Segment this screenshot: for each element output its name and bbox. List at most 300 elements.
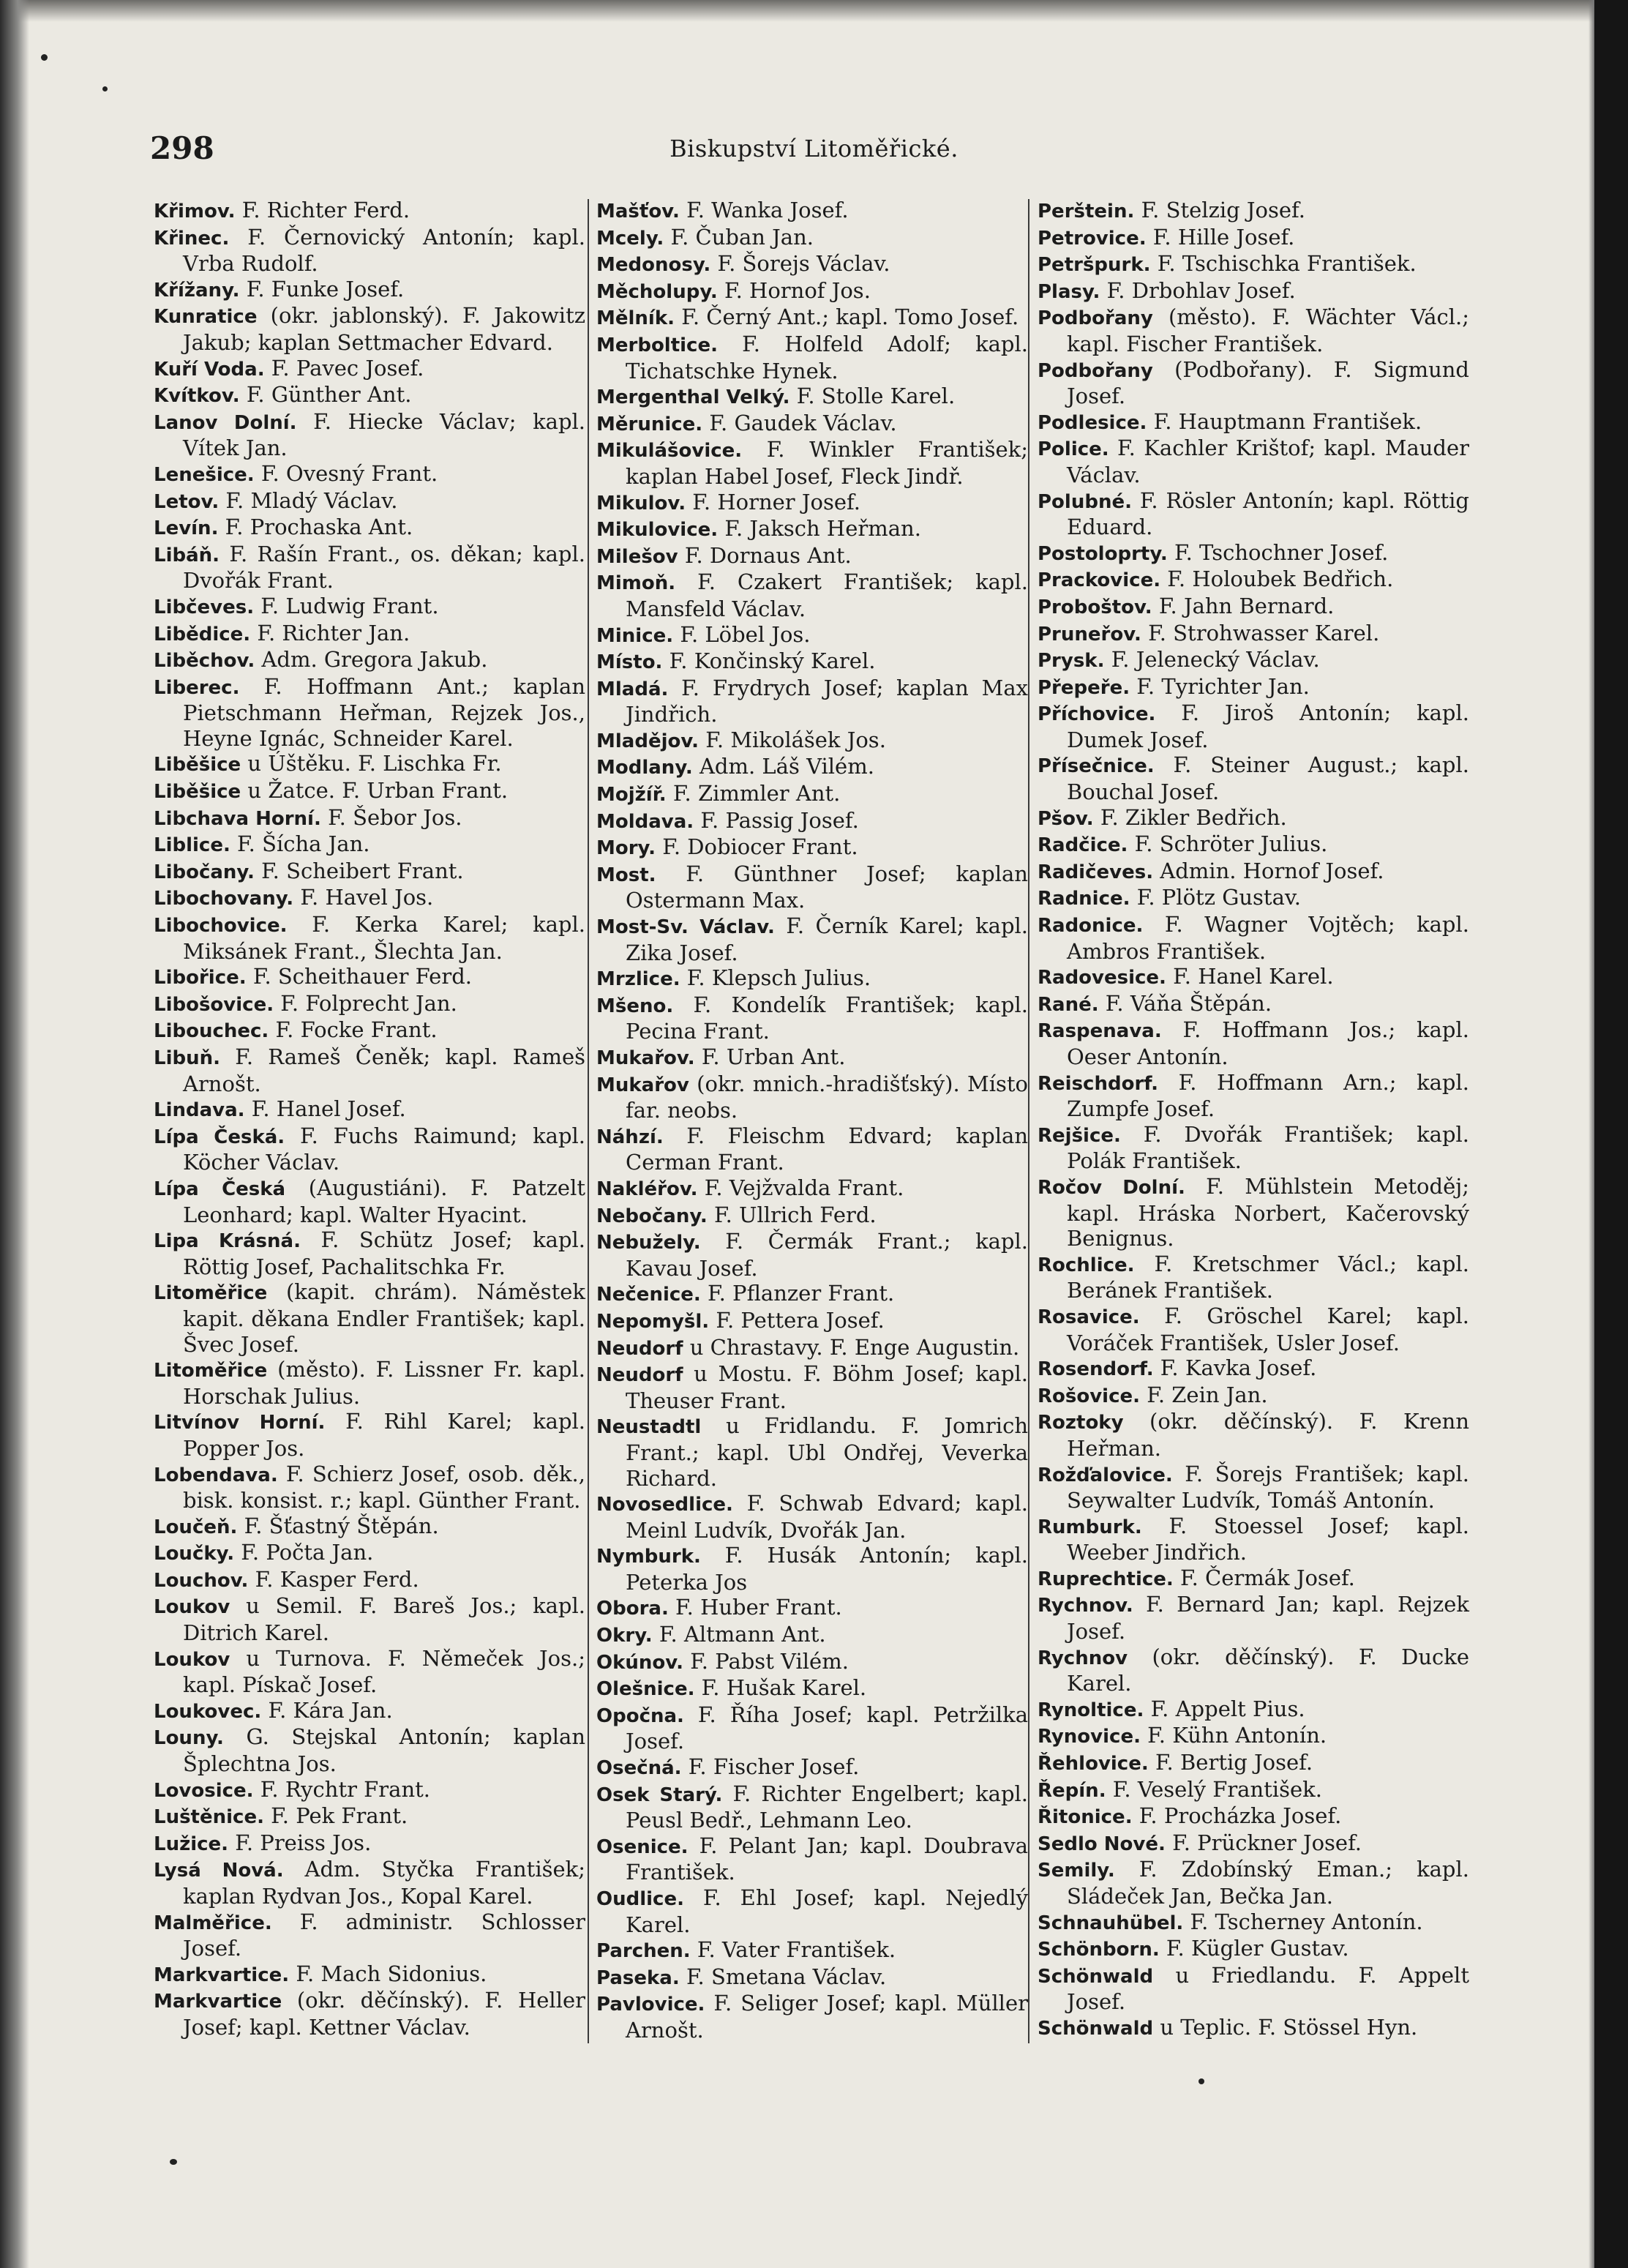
directory-entry [1038,1513,1469,1565]
parish-name: Nakléřov. [596,1178,698,1200]
directory-entry [596,1413,1028,1491]
directory-entry [1038,225,1469,252]
directory-entry [154,1540,585,1567]
parish-name: Libuň. [154,1047,220,1069]
directory-entry [1038,594,1469,621]
parish-name: Radičeves. [1038,861,1154,883]
clergy-text: F. Folprecht Jan. [274,990,457,1016]
directory-entry [1038,1830,1469,1857]
directory-entry [1038,1174,1469,1251]
clergy-text: F. Passig Josef. [694,807,859,833]
parish-name: Milešov [596,545,678,568]
clergy-text: (město). F. Wächter Václ.; kapl. Fischer František. [1067,304,1469,356]
clergy-text: F. Mladý Václav. [219,487,398,513]
clergy-text: F. Šorejs Václav. [710,251,890,277]
parish-name: Podbořany [1038,359,1153,382]
parish-name: Lipa Krásná. [154,1230,301,1253]
directory-entry [1038,1070,1469,1122]
parish-name: Kunratice [154,306,258,329]
directory-entry [596,1754,1028,1781]
column-3 [1038,198,1469,2042]
parish-name: Sedlo Nové. [1038,1833,1166,1855]
clergy-text: F. Drbohlav Josef. [1100,277,1296,303]
directory-entry [1038,964,1469,991]
directory-entry [1038,1017,1469,1069]
parish-name: Libochovice. [154,915,288,937]
parish-name: Libošovice. [154,993,274,1016]
parish-name: Markvartice. [154,1964,290,1986]
directory-entry [596,1964,1028,1991]
directory-entry [1038,278,1469,305]
directory-entry [154,1279,585,1357]
parish-name: Liběšice [154,781,241,804]
clergy-text: F. Bertig Josef. [1148,1750,1313,1775]
directory-entry [154,1357,585,1409]
parish-name: Plasy. [1038,280,1100,303]
clergy-text: (město). F. Lissner Fr. kapl. Horschak Julius. [183,1357,585,1409]
parish-name: Pavlovice. [596,1994,705,2016]
parish-name: Lindava. [154,1099,245,1122]
parish-name: Markvartice [154,1991,282,2013]
parish-name: Schönborn. [1038,1939,1160,1961]
directory-entry [596,1649,1028,1676]
clergy-text: F. Šťastný Štěpán. [237,1513,439,1538]
parish-name: Nečenice. [596,1284,701,1306]
clergy-text: Adm. Láš Vilém. [692,754,874,779]
parish-name: Řitonice. [1038,1806,1133,1829]
directory-entry [154,409,585,461]
parish-name: Mory. [596,837,656,860]
clergy-text: F. Kasper Ferd. [248,1566,419,1592]
parish-name: Řepín. [1038,1779,1106,1802]
clergy-text: F. Schierz Josef, osob. děk., bisk. konsist. r.; kapl. Günther Frant. [183,1461,585,1513]
parish-name: Merboltice. [596,334,718,356]
directory-entry [154,1227,585,1279]
clergy-text: F. administr. Schlosser Josef. [183,1909,585,1961]
directory-entry [154,1123,585,1175]
directory-entry [1038,1382,1469,1410]
clergy-text: Adm. Styčka František; kaplan Rydvan Jos., Kopal Karel. [183,1857,585,1909]
clergy-text: F. Hille Josef. [1146,224,1295,250]
clergy-text: u Fridlandu. F. Jomrich Frant.; kapl. Ubl Ondřej, Veverka Richard. [626,1413,1028,1491]
directory-entry [1038,2015,1469,2042]
parish-name: Loukov [154,1648,230,1671]
clergy-text: F. Fischer Josef. [681,1754,860,1780]
clergy-text: F. Hornof Jos. [717,277,871,303]
clergy-text: F. Schütz Josef; kapl. Röttig Josef, Pachalitschka Fr. [183,1227,586,1279]
directory-entry [1038,251,1469,278]
parish-name: Pšov. [1038,807,1094,830]
directory-entry [596,1937,1028,1964]
parish-name: Libořice. [154,967,247,989]
parish-name: Osenice. [596,1835,689,1858]
parish-name: Lovosice. [154,1779,254,1802]
clergy-text: F. Scheibert Frant. [254,858,464,883]
parish-name: Pruneřov. [1038,623,1141,645]
clergy-text: F. Tschischka František. [1150,251,1417,277]
directory-entry [596,251,1028,278]
parish-name: Rošovice. [1038,1385,1141,1407]
clergy-text: F. Končinský Karel. [662,648,876,674]
directory-entry [154,277,585,304]
clergy-text: u Žatce. F. Urban Frant. [241,778,509,804]
directory-entry [596,1335,1028,1362]
clergy-text: F. Rychtr Frant. [253,1776,431,1802]
clergy-text: F. Stolle Karel. [789,383,956,409]
parish-name: Nebočany. [596,1205,708,1227]
parish-name: Mergenthal Velký. [596,386,790,409]
clergy-text: F. Pflanzer Frant. [700,1281,895,1306]
parish-name: Okry. [596,1625,653,1647]
parish-name: Nymburk. [596,1546,701,1568]
clergy-text: F. Wanka Josef. [679,198,849,222]
clergy-text: F. Löbel Jos. [673,621,811,647]
clergy-text: F. Steiner August.; kapl. Bouchal Josef. [1067,752,1469,805]
directory-entry [154,1017,585,1044]
parish-name: Lípa Česká [154,1178,286,1200]
parish-name: Parchen. [596,1940,691,1963]
clergy-text: F. Dornaus Ant. [678,542,852,568]
directory-entry [154,647,585,674]
clergy-text: F. Černík Karel; kapl. Zika Josef. [626,913,1029,965]
directory-entry [154,1961,585,1988]
parish-name: Liběšice [154,754,241,776]
clergy-text: F. Tyrichter Jan. [1130,673,1310,699]
parish-name: Měrunice. [596,413,703,435]
directory-entry [1038,488,1469,540]
clergy-text: F. Pelant Jan; kapl. Doubrava František. [626,1833,1028,1885]
parish-name: Loukovec. [154,1700,262,1723]
directory-entry [596,913,1028,965]
parish-name: Liblice. [154,834,230,857]
parish-name: Loukov [154,1596,230,1619]
parish-name: Místo. [596,651,663,674]
directory-entry [596,1491,1028,1543]
directory-entry [154,912,585,964]
scan-right-shadow [1588,0,1594,2268]
scan-speck [1199,2078,1204,2084]
clergy-text: F. Šorejs František; kapl. Seywalter Ludvík, Tomáš Antonín. [1067,1461,1469,1513]
directory-entry [154,1857,585,1909]
directory-entry [1038,1777,1469,1804]
parish-name: Moldava. [596,810,694,833]
clergy-text: F. Wagner Vojtěch; kapl. Ambros František. [1067,912,1469,964]
parish-name: Mimoň. [596,572,676,595]
directory-entry [596,727,1028,755]
parish-name: Lužice. [154,1833,229,1855]
directory-entry [1038,1409,1469,1461]
directory-entry [154,885,585,912]
parish-name: Most. [596,864,656,886]
parish-name: Libchava Horní. [154,807,321,830]
parish-name: Mukařov [596,1074,689,1096]
parish-name: Louny. [154,1727,224,1750]
directory-entry [1038,198,1469,225]
clergy-text: F. Mühlstein Metoděj; kapl. Hráska Norbert, Kačerovský Benignus. [1067,1173,1469,1251]
directory-entry [596,543,1028,570]
scan-left-edge [0,0,29,2268]
column-1 [154,198,585,2040]
directory-entry [154,1646,585,1698]
directory-entry [1038,357,1469,409]
parish-name: Osečná. [596,1757,682,1780]
clergy-text: (okr. děčínský). F. Krenn Heřman. [1067,1409,1469,1461]
directory-entry [154,1724,585,1776]
parish-name: Mukařov. [596,1047,695,1069]
directory-entry [154,1698,585,1725]
clergy-text: F. Kretschmer Václ.; kapl. Beránek František. [1067,1251,1469,1303]
directory-entry [1038,435,1469,487]
clergy-text: (okr. děčínský). F. Ducke Karel. [1067,1644,1469,1696]
clergy-text: F. Čuban Jan. [664,224,814,250]
clergy-text: F. Kára Jan. [261,1697,393,1723]
clergy-text: F. Dvořák František; kapl. Polák František. [1067,1121,1469,1174]
parish-name: Mcely. [596,227,664,250]
directory-entry [154,542,585,594]
parish-name: Nebužely. [596,1232,701,1254]
clergy-text: F. Rösler Antonín; kapl. Röttig Eduard. [1067,487,1469,540]
clergy-text: F. Fleischm Edvard; kaplan Cerman Frant. [626,1123,1028,1175]
directory-entry [1038,1936,1469,1963]
parish-name: Litvínov Horní. [154,1412,326,1434]
clergy-text: F. Pabst Vilém. [683,1648,849,1674]
clergy-text: F. Strohwasser Karel. [1141,620,1380,645]
parish-name: Petršpurk. [1038,254,1151,277]
parish-name: Radonice. [1038,915,1144,937]
clergy-text: (kapit. chrám). Náměstek kapit. děkana Endler František; kapl. Švec Josef. [183,1279,585,1357]
parish-name: Rychnov [1038,1647,1128,1669]
directory-entry [596,808,1028,835]
clergy-text: F. Huber Frant. [668,1595,842,1620]
parish-name: Mladá. [596,678,669,700]
parish-name: Schönwald [1038,2017,1154,2040]
parish-name: Ruprechtice. [1038,1568,1174,1590]
parish-name: Litoměřice [154,1360,268,1382]
directory-entry [596,225,1028,252]
parish-name: Louchov. [154,1569,249,1592]
clergy-text: F. Zikler Bedřich. [1093,804,1287,830]
directory-entry [1038,858,1469,886]
parish-name: Přísečnice. [1038,755,1155,778]
directory-entry [154,1803,585,1830]
directory-entry [1038,1857,1469,1909]
parish-name: Příchovice. [1038,703,1156,726]
parish-name: Mladějov. [596,730,699,752]
directory-entry [596,198,1028,225]
parish-name: Mikulov. [596,492,686,514]
parish-name: Měcholupy. [596,280,718,303]
parish-name: Osek Starý. [596,1784,723,1806]
parish-name: Řehlovice. [1038,1753,1149,1775]
column-rule [1028,199,1029,2043]
directory-entry [596,834,1028,861]
clergy-text: F. Stoessel Josef; kapl. Weeber Jindřich. [1067,1513,1469,1565]
clergy-text: F. Prochaska Ant. [218,514,413,540]
parish-name: Libočany. [154,861,255,883]
directory-entry [596,1308,1028,1335]
clergy-text: F. Preiss Jos. [228,1830,372,1855]
directory-entry [154,1096,585,1123]
scan-top-shadow [0,0,1628,22]
directory-entry [596,490,1028,517]
clergy-text: F. Vater František. [690,1937,896,1963]
parish-name: Mojžíř. [596,784,667,806]
clergy-text: F. Frydrych Josef; kaplan Max Jindřich. [626,675,1028,727]
directory-entry [154,356,585,383]
directory-entry [596,278,1028,305]
clergy-text: F. Jelenecký Václav. [1104,647,1320,673]
column-rule [588,199,589,2043]
parish-name: Radnice. [1038,888,1130,910]
clergy-text: F. Winkler František; kaplan Habel Josef, Fleck Jindř. [626,437,1028,489]
directory-entry [596,383,1028,411]
directory-entry [1038,1750,1469,1777]
clergy-text: F. Czakert František; kapl. Mansfeld Václav. [626,569,1028,621]
clergy-text: F. Seliger Josef; kapl. Müller Arnošt. [626,1991,1028,2043]
clergy-text: F. Pavec Josef. [264,355,424,381]
parish-name: Neustadtl [596,1416,702,1439]
parish-name: Radovesice. [1038,967,1166,989]
directory-entry [1038,566,1469,594]
clergy-text: F. Pek Frant. [263,1803,408,1829]
directory-entry [596,1361,1028,1413]
clergy-text: Adm. Gregora Jakub. [255,647,488,673]
clergy-text: F. Černovický Antonín; kapl. Vrba Rudolf. [183,224,585,277]
clergy-text: F. Čermák Frant.; kapl. Kavau Josef. [626,1229,1028,1281]
clergy-text: F. Počta Jan. [234,1540,374,1565]
clergy-text: F. Jahn Bernard. [1152,593,1335,618]
clergy-text: F. Mach Sidonius. [289,1961,487,1986]
parish-name: Mikulášovice. [596,440,743,463]
parish-name: Loučky. [154,1543,235,1565]
clergy-text: F. Schröter Julius. [1128,831,1328,857]
directory-entry [154,778,585,805]
parish-name: Mrzlice. [596,968,680,991]
directory-entry [596,1071,1028,1123]
parish-name: Podbořany [1038,307,1153,330]
clergy-text: F. Hoffmann Arn.; kapl. Zumpfe Josef. [1067,1069,1469,1122]
directory-entry [1038,1696,1469,1724]
directory-entry [596,648,1028,675]
parish-name: Reischdorf. [1038,1072,1159,1095]
clergy-text: F. Havel Jos. [293,885,434,910]
parish-name: Rychnov. [1038,1595,1133,1617]
clergy-text: F. Klepsch Julius. [680,965,871,991]
clergy-text: F. Černý Ant.; kapl. Tomo Josef. [675,304,1019,330]
clergy-text: u Friedlandu. F. Appelt Josef. [1067,1962,1469,2015]
directory-entry [1038,1963,1469,2015]
directory-entry [154,674,585,752]
clergy-text: F. Rašín Frant., os. děkan; kapl. Dvořák Frant. [183,541,585,594]
directory-entry [154,1409,585,1461]
parish-name: Přepeře. [1038,676,1130,699]
clergy-text: F. Ehl Josef; kapl. Nejedlý Karel. [626,1885,1028,1937]
clergy-text: F. Günther Ant. [239,382,412,408]
clergy-text: F. Holoubek Bedřich. [1160,566,1394,592]
clergy-text: F. Funke Josef. [239,276,405,302]
column-2 [596,198,1028,2043]
directory-entry [154,1044,585,1096]
parish-name: Lípa Česká. [154,1126,285,1148]
directory-entry [596,622,1028,649]
clergy-text: F. Hanel Karel. [1166,964,1334,989]
parish-name: Opočna. [596,1704,684,1727]
clergy-text: F. Procházka Josef. [1132,1803,1342,1829]
directory-entry [1038,700,1469,752]
clergy-text: F. Váňa Štěpán. [1098,990,1272,1016]
parish-name: Perštein. [1038,201,1135,222]
clergy-text: F. Bernard Jan; kapl. Rejzek Josef. [1067,1592,1469,1644]
clergy-text: F. Vejžvalda Frant. [697,1175,904,1200]
clergy-text: F. Günthner Josef; kaplan Ostermann Max. [626,861,1028,913]
directory-entry [596,1202,1028,1230]
directory-entry [596,304,1028,332]
parish-name: Libochovany. [154,888,294,910]
parish-name: Rochlice. [1038,1254,1135,1276]
clergy-text: F. Hoffmann Ant.; kaplan Pietschmann Heřman, Rejzek Jos., Heyne Ignác, Schneider Karel. [183,673,585,751]
directory-entry [1038,752,1469,804]
parish-name: Mašťov. [596,201,680,222]
parish-name: Malměřice. [154,1912,272,1934]
clergy-text: F. Rameš Čeněk; kapl. Rameš Arnošt. [183,1044,585,1096]
clergy-text: F. Tscherney Antonín. [1183,1909,1423,1934]
clergy-text: F. Scheithauer Ferd. [246,964,472,989]
directory-entry [154,1567,585,1594]
directory-entry [596,569,1028,621]
directory-entry [154,831,585,858]
directory-entry [1038,991,1469,1018]
clergy-text: F. Ludwig Frant. [254,593,439,618]
clergy-text: F. Stelzig Josef. [1134,198,1305,222]
directory-entry [596,1175,1028,1202]
directory-entry [1038,304,1469,356]
directory-entry [1038,805,1469,832]
parish-name: Proboštov. [1038,596,1152,618]
directory-entry [1038,831,1469,858]
parish-name: Luštěnice. [154,1806,264,1829]
parish-name: Modlany. [596,757,693,779]
directory-entry [154,303,585,355]
parish-name: Olešnice. [596,1678,695,1701]
parish-name: Křížany. [154,279,240,302]
parish-name: Rynovice. [1038,1726,1141,1748]
directory-entry [154,1513,585,1541]
parish-name: Petrovice. [1038,227,1147,250]
clergy-text: F. Richter Jan. [250,620,410,645]
clergy-text: F. Gaudek Václav. [702,410,897,435]
scan-speck [102,86,108,91]
clergy-text: F. Zdobínský Eman.; kapl. Sládeček Jan, Bečka Jan. [1067,1857,1469,1909]
directory-entry [596,1781,1028,1833]
parish-name: Oudlice. [596,1888,684,1910]
parish-name: Nepomyšl. [596,1310,710,1333]
parish-name: Okúnov. [596,1651,683,1674]
parish-name: Novosedlice. [596,1494,733,1516]
directory-entry [154,751,585,778]
directory-entry [154,594,585,621]
parish-name: Police. [1038,438,1109,461]
parish-name: Loučeň. [154,1516,238,1538]
parish-name: Kvítkov. [154,385,240,408]
parish-name: Neudorf [596,1364,683,1387]
directory-entry [1038,912,1469,964]
directory-entry [154,1175,585,1227]
directory-entry [596,754,1028,781]
directory-entry [154,1909,585,1961]
running-head: Biskupství Litoměřické. [669,135,959,162]
directory-entry [1038,1803,1469,1830]
directory-entry [1038,1909,1469,1936]
